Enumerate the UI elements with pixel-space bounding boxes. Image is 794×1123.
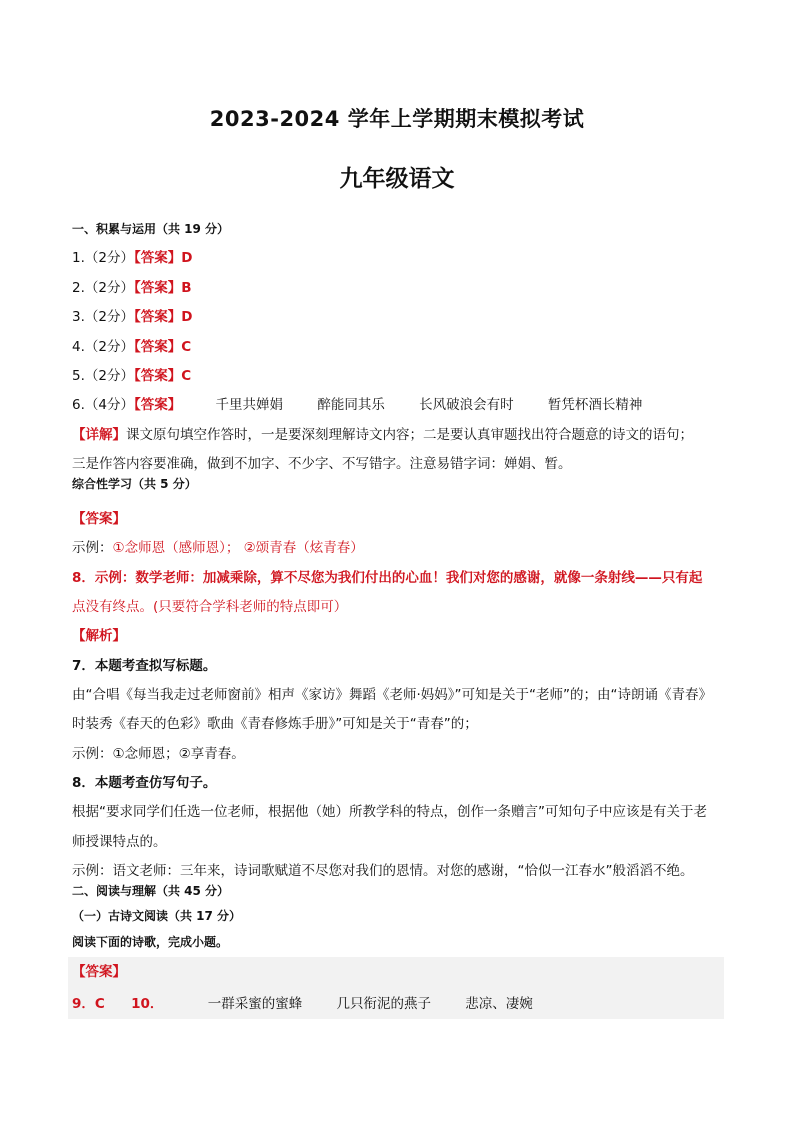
question-number: 2.（2分） — [72, 280, 134, 296]
q8-text-1: 8．示例：数学老师：加减乘除，算不尽您为我们付出的心血！我们对您的感谢，就像一条射线——只有起 — [72, 570, 703, 586]
answer-row-5 — [72, 367, 191, 385]
q9-answer: 9．C — [72, 996, 105, 1012]
exam-subtitle: 九年级语文 — [339, 166, 455, 192]
question-number: 3.（2分） — [72, 309, 134, 325]
question-number: 5.（2分） — [72, 368, 134, 384]
example-7 — [72, 539, 364, 557]
q10-label: 10． — [131, 996, 164, 1012]
answer-row-1 — [72, 249, 192, 267]
q8-text-2: 点没有终点。(只要符合学科老师的特点即可） — [72, 599, 348, 615]
detail-line-2: 三是作答内容要准确，做到不加字、不少字、不写错字。注意易错字词：婵娟、暂。 — [72, 456, 572, 472]
example-7-text: ①念师恩（感师恩）； ②颂青春（炫青春） — [112, 540, 364, 556]
poem-answer-2: 醉能同其乐 — [317, 397, 385, 413]
answer-row-6 — [72, 396, 642, 414]
question-number: 1.（2分） — [72, 250, 134, 266]
section1-heading: 一、积累与运用（共 19 分） — [72, 222, 230, 236]
answer-tag: 【答案】 — [133, 250, 182, 266]
exam-title: 2023-2024 学年上学期期末模拟考试 — [209, 107, 585, 131]
question-number: 6.（4分） — [72, 397, 134, 413]
q10-answer-3: 悲凉、凄婉 — [465, 996, 533, 1012]
section2-subheading: （一）古诗文阅读（共 17 分） — [72, 909, 242, 923]
q8-line-2 — [72, 598, 347, 616]
answer-tag: 【答案】 — [133, 280, 182, 296]
q8-line-1 — [72, 569, 702, 587]
answer-tag: 【答案】 — [133, 397, 182, 413]
section2-heading: 二、阅读与理解（共 45 分） — [72, 884, 230, 898]
detail-tag: 【详解】 — [72, 427, 126, 443]
example-prefix: 示例： — [72, 540, 113, 556]
answer-row-4 — [72, 338, 191, 356]
detail-text: 课文原句填空作答时，一是要深刻理解诗文内容；二是要认真审题找出符合题意的诗文的语句； — [126, 427, 693, 443]
analysis-tag: 【解析】 — [72, 628, 126, 644]
answer-value: C — [181, 368, 192, 384]
analysis-8-head: 8．本题考查仿写句子。 — [72, 775, 217, 791]
comp-answer-tag: 【答案】 — [72, 511, 126, 527]
q10-answer-2: 几只衔泥的燕子 — [336, 996, 431, 1012]
answer-value: C — [181, 339, 192, 355]
analysis-8-example: 示例：语文老师：三年来，诗词歌赋道不尽您对我们的恩情。对您的感谢，“恰似一江春水”般滔滔不绝。 — [72, 863, 694, 879]
poem-answer-4: 暂凭杯酒长精神 — [547, 397, 643, 413]
analysis-7-example: 示例：①念师恩；②享青春。 — [72, 746, 245, 762]
analysis-8-line-1: 根据“要求同学们任选一位老师，根据他（她）所教学科的特点，创作一条赠言”可知句子中应该是有关于老 — [72, 804, 707, 820]
answer-tag: 【答案】 — [133, 339, 182, 355]
answer-value: B — [181, 280, 192, 296]
comp-heading: 综合性学习（共 5 分） — [72, 477, 197, 491]
answer-tag: 【答案】 — [133, 309, 182, 325]
answer-row-2 — [72, 279, 192, 297]
question-number: 4.（2分） — [72, 339, 134, 355]
analysis-7-head: 7．本题考查拟写标题。 — [72, 658, 217, 674]
detail-line-1 — [72, 426, 693, 444]
answer-value: D — [181, 309, 193, 325]
analysis-7-line-1: 由“合唱《每当我走过老师窗前》相声《家访》舞蹈《老师·妈妈》”可知是关于“老师”的；由“诗朗诵《青春》 — [72, 687, 713, 703]
answer-tag: 【答案】 — [133, 368, 182, 384]
section2-answer-tag: 【答案】 — [72, 964, 126, 980]
section2-answer-row — [72, 995, 533, 1013]
answer-value: D — [181, 250, 193, 266]
answer-row-3 — [72, 308, 192, 326]
poem-answer-1: 千里共婵娟 — [215, 397, 284, 413]
section2-instruction: 阅读下面的诗歌，完成小题。 — [72, 935, 229, 949]
poem-answer-3: 长风破浪会有时 — [419, 397, 514, 413]
analysis-7-line-2: 时装秀《春天的色彩》歌曲《青春修炼手册》”可知是关于“青春”的； — [72, 716, 478, 732]
q10-answer-1: 一群采蜜的蜜蜂 — [207, 996, 303, 1012]
analysis-8-line-2: 师授课特点的。 — [72, 834, 167, 850]
